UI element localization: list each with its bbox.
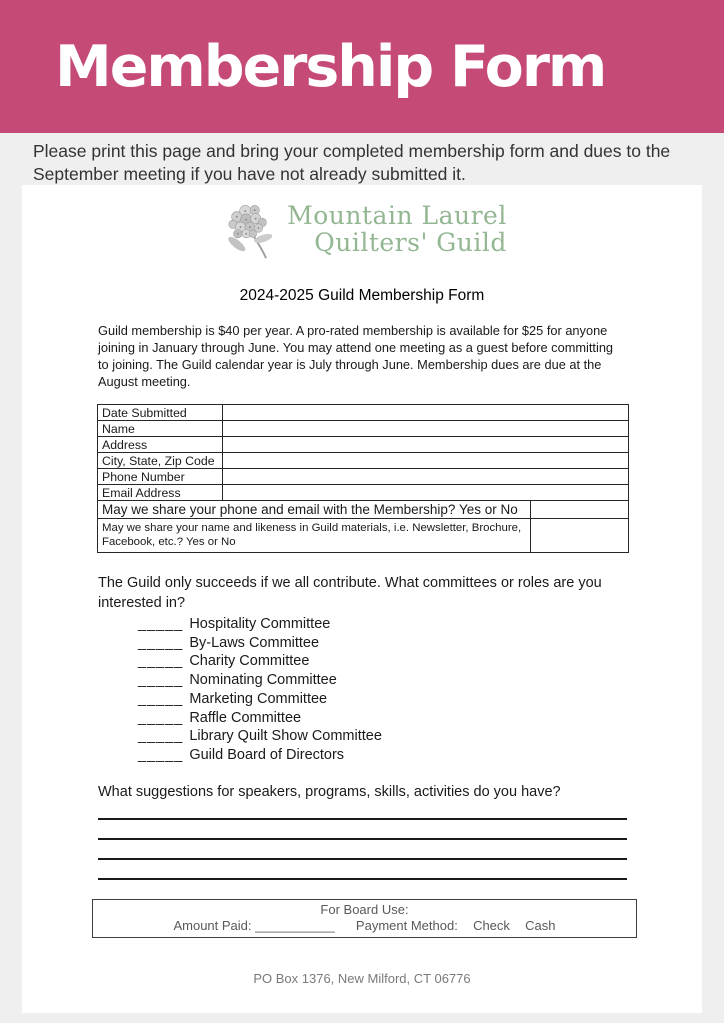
committee-label: Hospitality Committee (189, 616, 331, 632)
committee-option-raffle (138, 709, 702, 728)
guild-mailing-address: PO Box 1376, New Milford, CT 06776 (253, 970, 471, 986)
table-row (98, 485, 629, 501)
fill-in-blank-line: _____ (138, 634, 184, 651)
board-use-box (92, 899, 637, 938)
fill-in-blank-line: _____ (138, 728, 184, 745)
field-value-email (223, 485, 629, 501)
committee-label: Raffle Committee (189, 709, 302, 726)
membership-form-document (22, 185, 702, 1013)
guild-name-line2: Quilters' Guild (314, 228, 507, 257)
field-label-date-submitted: Date Submitted (98, 405, 223, 421)
committees-prompt: The Guild only succeeds if we all contribute. What committees or roles are you interested in? (98, 575, 602, 611)
table-row (98, 469, 629, 485)
committee-label: Library Quilt Show Committee (189, 728, 382, 745)
fill-in-blank-line: _____ (138, 690, 184, 707)
guild-name (287, 202, 507, 256)
amount-paid-blank-line: ___________ (255, 917, 335, 933)
page-header-banner (0, 0, 724, 133)
field-label-city-state-zip: City, State, Zip Code (98, 453, 223, 469)
committee-label: Guild Board of Directors (189, 746, 345, 763)
committee-option-library-quilt-show (138, 727, 702, 746)
guild-name-line1: Mountain Laurel (287, 201, 507, 230)
fill-in-blank-line: _____ (138, 709, 184, 726)
table-row (98, 437, 629, 453)
suggestions-prompt: What suggestions for speakers, programs, skills, activities do you have? (98, 783, 561, 800)
payment-option-cash: Cash (525, 917, 556, 933)
write-in-line (98, 802, 627, 820)
question-share-phone-email: May we share your phone and email with the Membership? Yes or No (98, 501, 531, 519)
committee-list (138, 615, 702, 765)
field-label-address: Address (98, 437, 223, 453)
field-value-name (223, 421, 629, 437)
amount-paid-label: Amount Paid: (173, 917, 252, 933)
form-title: 2024-2025 Guild Membership Form (239, 287, 485, 304)
table-row (98, 421, 629, 437)
committee-option-nominating (138, 671, 702, 690)
suggestions-write-in-area (98, 802, 627, 880)
board-use-fields (93, 918, 636, 934)
guild-logo (22, 195, 702, 263)
committee-option-marketing (138, 690, 702, 709)
table-row (98, 501, 629, 519)
fill-in-blank-line: _____ (138, 653, 184, 670)
membership-info-paragraph: Guild membership is $40 per year. A pro-rated membership is available for $25 for anyone joining in January through June. You may attend one meeting as a guest before committing to joining. The Guild calendar year is July through June. Membership dues are due at the August meeting. (98, 323, 614, 389)
field-label-email: Email Address (98, 485, 223, 501)
question-share-name-likeness: May we share your name and likeness in Guild materials, i.e. Newsletter, Brochure, Facebook, etc.? Yes or No (98, 519, 531, 553)
field-label-phone: Phone Number (98, 469, 223, 485)
fill-in-blank-line: _____ (138, 616, 184, 632)
write-in-line (98, 860, 627, 880)
write-in-line (98, 820, 627, 840)
board-use-title: For Board Use: (320, 901, 409, 917)
field-value-phone (223, 469, 629, 485)
committee-label: Marketing Committee (189, 690, 328, 707)
committee-option-hospitality (138, 615, 702, 634)
table-row (98, 453, 629, 469)
field-label-name: Name (98, 421, 223, 437)
field-value-address (223, 437, 629, 453)
payment-option-check: Check (473, 917, 510, 933)
committee-label: Nominating Committee (189, 672, 337, 689)
committee-option-bylaws (138, 634, 702, 653)
page-title: Membership Form (55, 33, 606, 100)
committee-option-board-of-directors (138, 746, 702, 765)
mountain-laurel-flower-icon (217, 196, 283, 262)
print-instructions: Please print this page and bring your completed membership form and dues to the September meeting if you have not already submitted it. (33, 141, 671, 184)
fill-in-blank-line: _____ (138, 746, 184, 763)
field-value-city-state-zip (223, 453, 629, 469)
payment-method-label: Payment Method: (355, 917, 458, 933)
member-info-table (97, 404, 629, 553)
table-row (98, 519, 629, 553)
committee-label: By-Laws Committee (189, 634, 320, 651)
committee-label: Charity Committee (189, 653, 310, 670)
answer-share-name-likeness (531, 519, 629, 553)
answer-share-phone-email (531, 501, 629, 519)
write-in-line (98, 840, 627, 860)
field-value-date-submitted (223, 405, 629, 421)
fill-in-blank-line: _____ (138, 672, 184, 689)
committee-option-charity (138, 652, 702, 671)
table-row (98, 405, 629, 421)
